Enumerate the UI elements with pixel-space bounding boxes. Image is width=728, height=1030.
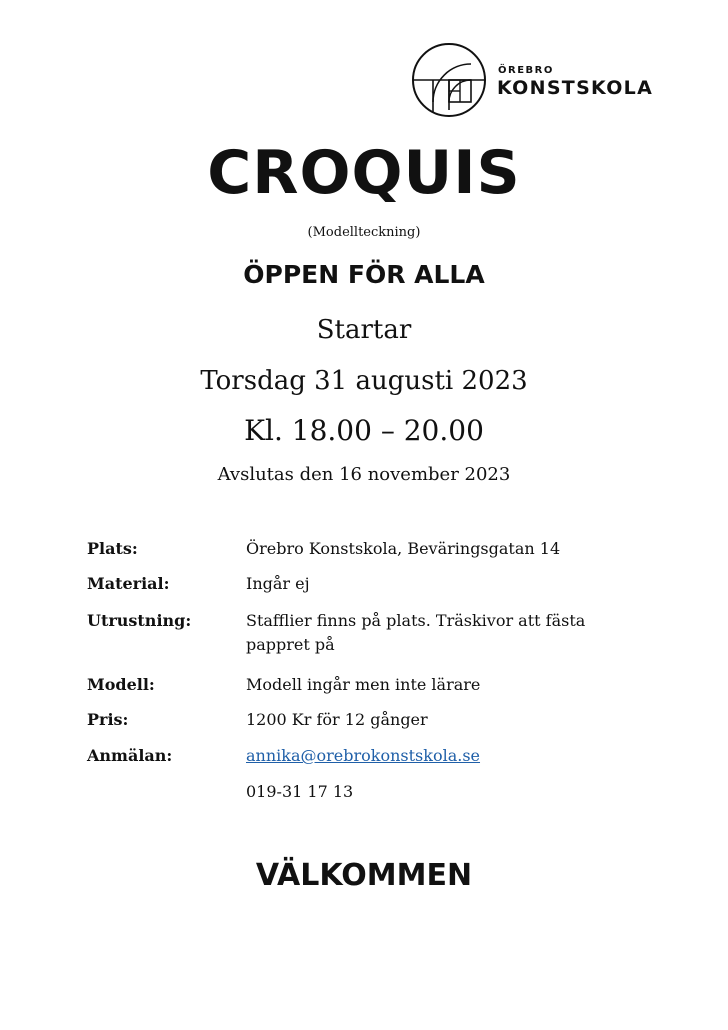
modell-label: Modell: [87,675,155,694]
plats-value: Örebro Konstskola, Beväringsgatan 14 [246,539,561,558]
utrustning-value: Stafflier finns på plats. Träskivor att fästa pappret på [246,611,586,654]
utrustning-label: Utrustning: [87,611,192,630]
welcome-heading: VÄLKOMMEN [255,858,473,893]
anmalan-email-row [246,744,626,768]
end-date: Avslutas den 16 november 2023 [217,464,511,485]
logo-text-orebro: ÖREBRO [498,65,554,76]
open-for-all-heading: ÖPPEN FÖR ALLA [243,260,485,289]
page-title: CROQUIS [207,138,521,208]
logo-text-konstskola: KONSTSKOLA [497,77,654,99]
plats-label: Plats: [87,539,138,558]
logo [411,42,654,120]
anmalan-label: Anmälan: [87,746,173,765]
subtitle: (Modellteckning) [307,225,421,240]
material-value: Ingår ej [246,574,310,593]
start-date: Torsdag 31 augusti 2023 [200,366,528,396]
email-link[interactable]: annika@orebrokonstskola.se [246,746,481,765]
material-label: Material: [87,574,170,593]
pris-value: 1200 Kr för 12 gånger [246,710,428,729]
modell-value: Modell ingår men inte lärare [246,675,481,694]
phone-number: 019-31 17 13 [246,782,354,801]
time-range: Kl. 18.00 – 20.00 [244,414,484,447]
golden-spiral-logo-icon [411,42,487,118]
pris-label: Pris: [87,710,129,729]
starts-label: Startar [316,315,412,345]
